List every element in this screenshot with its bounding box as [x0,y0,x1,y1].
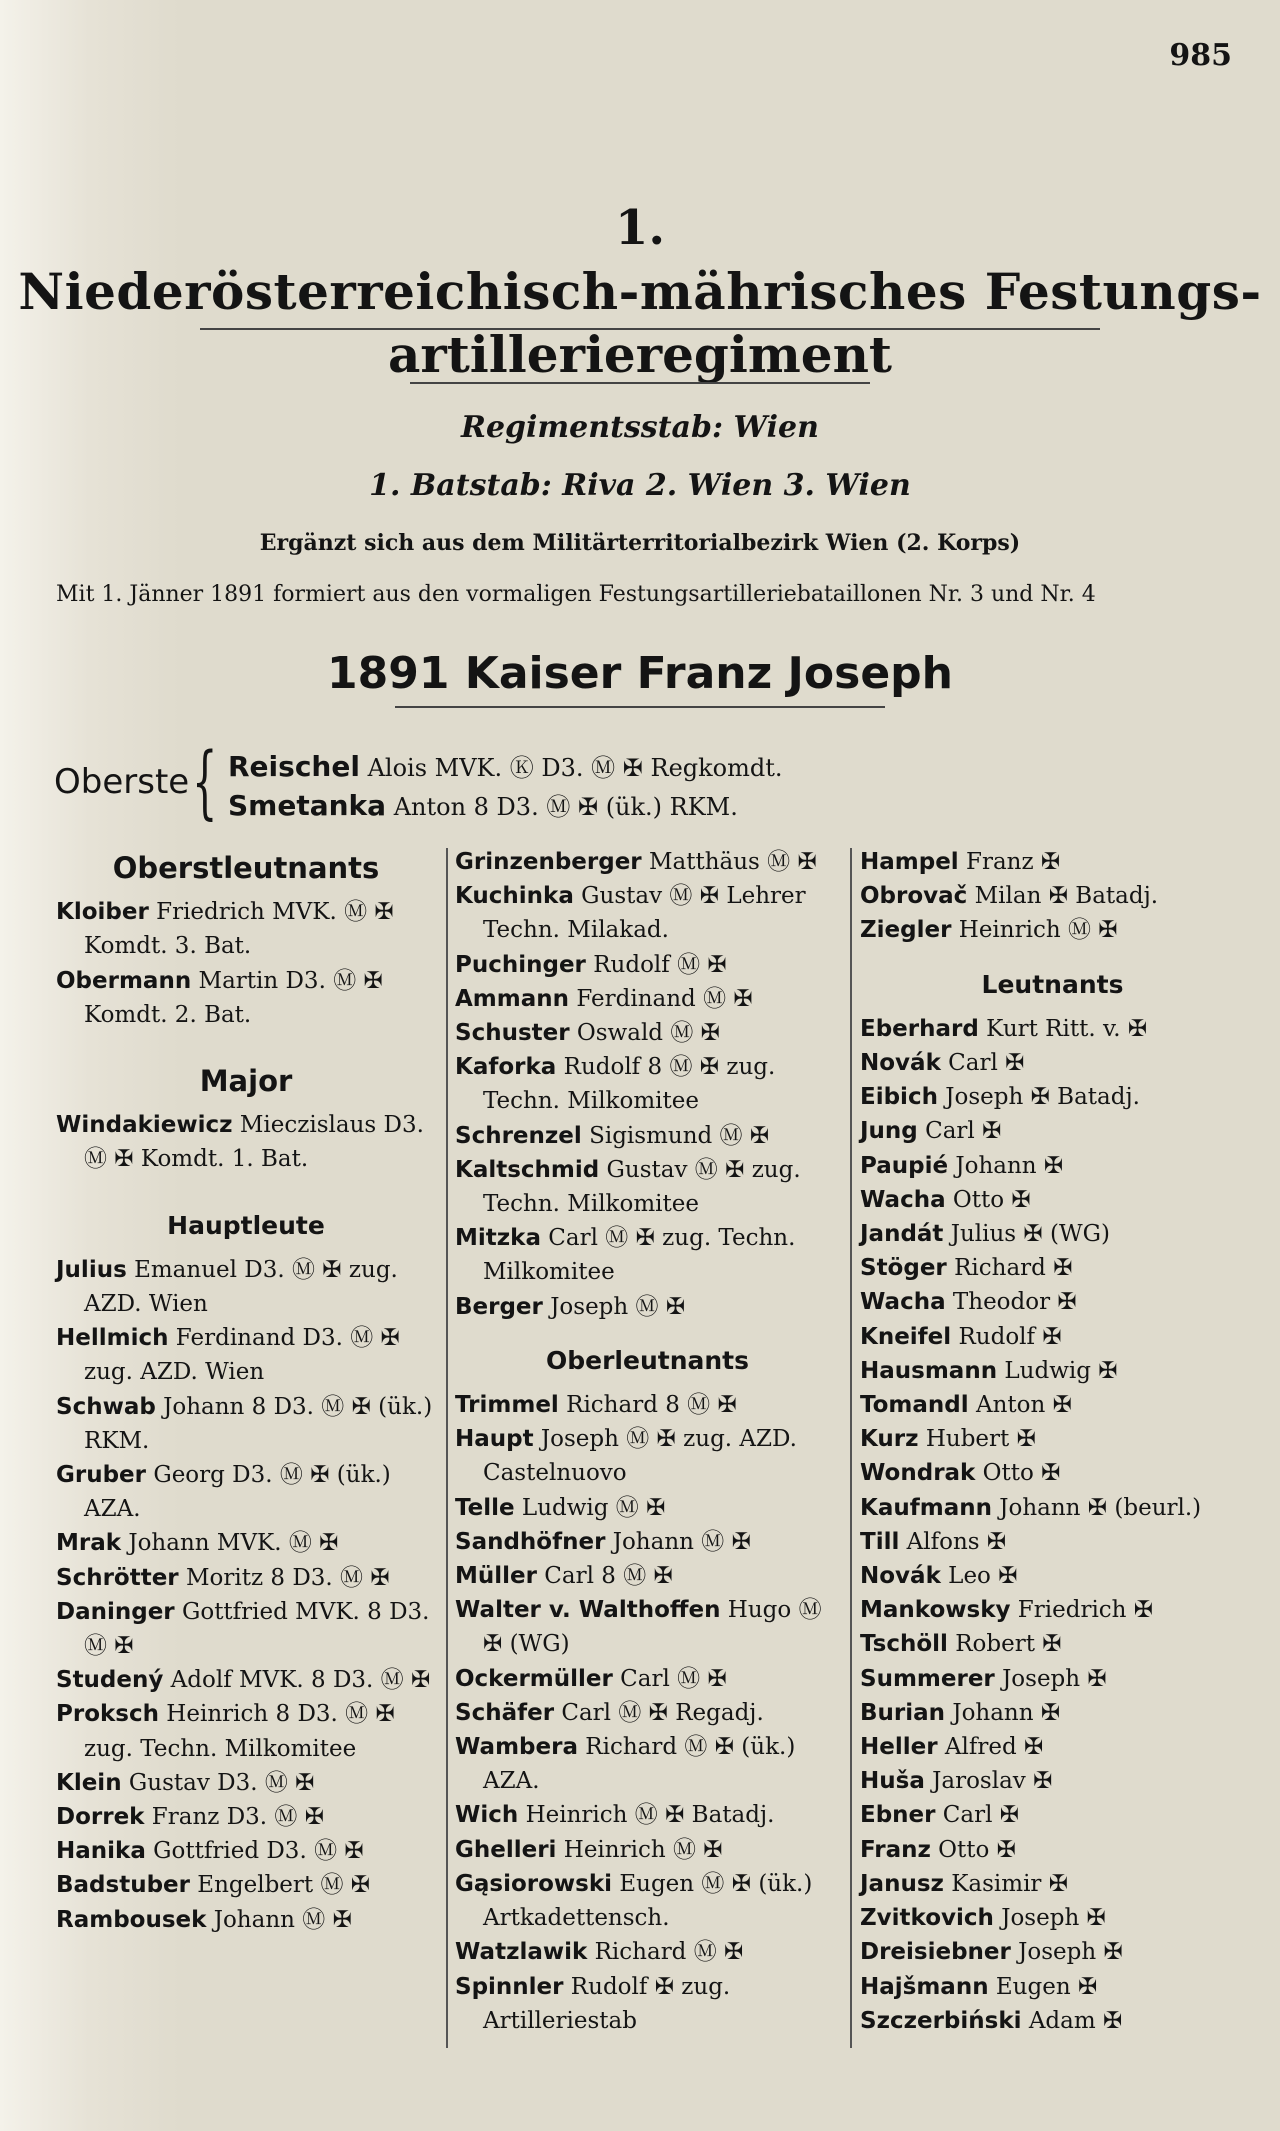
entry-name: Studený [56,1667,164,1694]
entry-details: Robert ✠ [947,1631,1062,1658]
list-item [860,1183,1245,1217]
entry-name: Badstuber [56,1872,190,1899]
column-3 [860,845,1245,2038]
entry-name: Paupié [860,1152,949,1179]
regiment-title-line1: Niederösterreichisch-mährisches Festungs- [18,262,1262,321]
heading-major: Major [199,1064,293,1099]
list-item [860,1456,1245,1490]
list-item [455,1798,840,1832]
entry-name: Mankowsky [860,1597,1011,1624]
entry-name: Janusz [860,1870,944,1897]
list-item [455,1016,840,1050]
list-item [455,1491,840,1525]
list-item [455,1730,840,1798]
entry-name: Walter v. Walthoffen [455,1597,721,1624]
entry-name: Wondrak [860,1460,976,1487]
entry-name: Berger [455,1293,543,1320]
oberste-list [228,748,783,826]
heading-hauptleute: Hauptleute [167,1210,325,1240]
entry-name: Haupt [455,1426,534,1453]
inhaber: 1891 Kaiser Franz Joseph [326,648,954,699]
list-item [860,1559,1245,1593]
entry-details: Theodor ✠ [945,1289,1077,1316]
entry-name: Kaforka [455,1054,557,1081]
list-item [860,879,1245,913]
list-item [455,845,840,879]
entry-details: Friedrich ✠ [1010,1597,1154,1624]
entry-name: Sandhöfner [455,1528,606,1555]
entry-name: Klein [56,1769,122,1796]
list-item [455,1662,840,1696]
entry-name: Heller [860,1734,938,1761]
oberst-entry [228,748,783,787]
entry-details: Ludwig Ⓜ ✠ [514,1494,666,1521]
title-rule-2 [410,382,870,384]
entry-name: Till [860,1528,900,1555]
entry-name: Ziegler [860,917,952,944]
list-item [455,1221,840,1289]
column-divider-2 [850,848,852,2048]
list-item [860,845,1245,879]
heading-leutnants: Leutnants [981,969,1124,999]
oberleutnants-list [455,1388,840,2038]
entry-details: Adam ✠ [1021,2007,1123,2034]
entry-details: Kurt Ritt. v. ✠ [978,1015,1148,1042]
entry-details: Eugen Ⓜ ✠ (ük.) Artkadettensch. [483,1870,813,1932]
entry-name: Kurz [860,1426,919,1453]
list-item [56,1108,436,1176]
entry-details: Engelbert Ⓜ ✠ [189,1872,371,1899]
entry-details: Joseph ✠ Batadj. [937,1084,1140,1111]
entry-name: Hampel [860,849,959,875]
entry-details: Carl ✠ [940,1050,1025,1077]
entry-name: Ockermüller [455,1665,613,1692]
entry-details: Richard Ⓜ ✠ (ük.) AZA. [483,1734,796,1795]
list-item [860,1422,1245,1456]
entry-details: Sigismund Ⓜ ✠ [581,1122,770,1149]
list-item [455,1593,840,1661]
brace: { [192,735,218,828]
oberst-entry [228,787,783,826]
oberste-label: Oberste [54,762,190,802]
list-item [860,1491,1245,1525]
entry-details: Carl Ⓜ ✠ [612,1665,727,1692]
entry-details: Joseph Ⓜ ✠ zug. AZD. Castelnuovo [483,1426,797,1487]
list-item [860,913,1245,947]
ergaenzung: Ergänzt sich aus dem Militärterritorialbezirk Wien (2. Korps) [259,530,1021,556]
entry-details: Carl ✠ [935,1802,1020,1829]
entry-details: Johann ✠ [945,1699,1061,1726]
list-item [860,1114,1245,1148]
list-item [860,1662,1245,1696]
entry-details: Gottfried D3. Ⓜ ✠ [145,1838,364,1865]
entry-name: Kloiber [56,899,149,926]
hauptleute-continued-list [455,845,840,1324]
entry-name: Szczerbiński [860,2007,1022,2034]
entry-details: Ferdinand Ⓜ ✠ [569,985,753,1012]
entry-details: Heinrich Ⓜ ✠ [951,917,1118,944]
heading-oberleutnants: Oberleutnants [545,1345,749,1375]
entry-details: Joseph ✠ [994,1665,1107,1692]
entry-name: Rambousek [56,1906,207,1933]
hauptleute-list [56,1253,436,1937]
entry-details: Jaroslav ✠ [924,1768,1053,1795]
entry-details: Johann MVK. Ⓜ ✠ [121,1530,339,1557]
list-item [56,1458,436,1526]
entry-details: Friedrich MVK. Ⓜ ✠ Komdt. 3. Bat. [84,899,394,960]
entry-name: Dorrek [56,1804,145,1831]
entry-name: Burian [860,1699,946,1726]
entry-details: Rudolf ✠ [951,1323,1062,1350]
heading-oberstleutnants: Oberstleutnants [112,851,380,885]
list-item [860,1730,1245,1764]
list-item [860,1901,1245,1935]
entry-name: Stöger [860,1255,947,1282]
entry-name: Novák [860,1563,941,1590]
formation-note: Mit 1. Jänner 1891 formiert aus den vormaligen Festungsartilleriebataillonen Nr. 3 und Nr. 4 [56,582,1096,607]
entry-details: Matthäus Ⓜ ✠ [641,849,817,875]
entry-name: Watzlawik [455,1939,588,1966]
entry-details: Alfred ✠ [937,1734,1044,1761]
entry-name: Ghelleri [455,1836,557,1863]
entry-details: Richard Ⓜ ✠ [587,1939,744,1966]
entry-name: Telle [455,1494,515,1521]
list-item [56,1663,436,1697]
entry-name: Smetanka [228,789,387,822]
entry-details: Carl 8 Ⓜ ✠ [536,1563,673,1590]
entry-name: Proksch [56,1701,159,1728]
inhaber-rule [395,706,885,708]
entry-name: Eberhard [860,1015,979,1042]
regiment-number: 1. [614,200,666,256]
entry-details: Ferdinand D3. Ⓜ ✠ zug. AZD. Wien [84,1325,400,1386]
entry-name: Grinzenberger [455,849,642,875]
entry-details: Julius ✠ (WG) [943,1221,1110,1248]
entry-name: Schwab [56,1393,156,1420]
entry-name: Kneifel [860,1323,952,1350]
entry-name: Ebner [860,1802,936,1829]
list-item [455,1867,840,1935]
entry-name: Zvitkovich [860,1905,994,1932]
list-item [455,1696,840,1730]
entry-name: Julius [56,1256,127,1283]
batstab: 1. Batstab: Riva 2. Wien 3. Wien [369,468,911,503]
entry-details: Eugen ✠ [988,1973,1098,2000]
list-item [455,1290,840,1324]
entry-details: Johann 8 D3. Ⓜ ✠ (ük.) RKM. [84,1393,433,1454]
entry-details: Anton 8 D3. Ⓜ ✠ (ük.) RKM. [386,793,738,821]
list-item [860,1970,1245,2004]
entry-details: Ludwig ✠ [997,1357,1118,1384]
list-item [860,1251,1245,1285]
list-item [455,948,840,982]
entry-details: Johann Ⓜ ✠ [605,1528,751,1555]
entry-name: Summerer [860,1665,995,1692]
list-item [860,1354,1245,1388]
entry-details: Joseph ✠ [993,1905,1106,1932]
entry-name: Hanika [56,1838,146,1865]
entry-name: Dreisiebner [860,1939,1011,1966]
entry-name: Tomandl [860,1392,969,1419]
entry-name: Franz [860,1836,931,1863]
entry-details: Carl Ⓜ ✠ Regadj. [554,1699,764,1726]
list-item [455,982,840,1016]
entry-name: Kuchinka [455,883,574,910]
list-item [860,1798,1245,1832]
list-item [455,879,840,947]
entry-name: Hajšmann [860,1973,989,2000]
list-item [860,1764,1245,1798]
column-1 [56,845,436,1937]
major-list [56,1108,436,1176]
entry-name: Novák [860,1050,941,1077]
entry-name: Wacha [860,1186,946,1213]
list-item [56,1766,436,1800]
entry-details: Milan ✠ Batadj. [967,883,1159,910]
entry-name: Reischel [228,750,360,783]
regimentsstab: Regimentsstab: Wien [461,410,819,445]
list-item [860,1080,1245,1114]
entry-details: Emanuel D3. Ⓜ ✠ zug. AZD. Wien [84,1256,398,1318]
entry-details: Johann ✠ (beurl.) [991,1494,1202,1521]
entry-details: Johann Ⓜ ✠ [206,1906,352,1933]
entry-details: Heinrich Ⓜ ✠ [556,1836,723,1863]
list-item [56,1903,436,1937]
list-item [860,1012,1245,1046]
list-item [56,1526,436,1560]
entry-name: Huša [860,1768,925,1795]
list-item [860,1833,1245,1867]
entry-details: Oswald Ⓜ ✠ [569,1020,720,1047]
list-item [56,1834,436,1868]
list-item [860,1627,1245,1661]
entry-details: Leo ✠ [940,1563,1018,1590]
list-item [455,1422,840,1490]
entry-details: Johann ✠ [948,1152,1064,1179]
entry-name: Tschöll [860,1631,948,1658]
entry-details: Heinrich 8 D3. Ⓜ ✠ zug. Techn. Milkomitee [84,1701,395,1762]
entry-details: Hubert ✠ [918,1426,1036,1453]
list-item [56,1561,436,1595]
entry-name: Obermann [56,967,192,994]
list-item [860,1217,1245,1251]
list-item [860,1867,1245,1901]
list-item [455,1388,840,1422]
entry-details: Carl ✠ [917,1118,1002,1145]
entry-details: Otto ✠ [945,1186,1031,1213]
entry-name: Gruber [56,1462,147,1489]
entry-name: Spinnler [455,1973,564,2000]
column-divider-1 [446,848,448,2048]
entry-name: Mitzka [455,1225,541,1252]
list-item [455,1559,840,1593]
entry-details: Martin D3. Ⓜ ✠ Komdt. 2. Bat. [84,967,383,1028]
list-item [860,1149,1245,1183]
list-item [860,1320,1245,1354]
list-item [860,2004,1245,2038]
list-item [860,1935,1245,1969]
list-item [56,895,436,963]
entry-details: Franz D3. Ⓜ ✠ [144,1804,324,1831]
page-number: 985 [1169,38,1232,73]
entry-name: Schuster [455,1020,570,1047]
entry-name: Schäfer [455,1699,555,1726]
entry-details: Joseph ✠ [1010,1939,1123,1966]
entry-details: Gustav Ⓜ ✠ zug. Techn. Milkomitee [483,1156,801,1218]
list-item [860,1285,1245,1319]
entry-name: Puchinger [455,951,586,978]
list-item [56,1595,436,1663]
entry-name: Obrovač [860,883,968,910]
entry-name: Jung [860,1118,918,1145]
entry-details: Adolf MVK. 8 D3. Ⓜ ✠ [163,1667,431,1694]
list-item [56,1868,436,1902]
list-item [56,1390,436,1458]
list-item [56,1321,436,1389]
entry-details: Otto ✠ [930,1836,1016,1863]
entry-name: Wacha [860,1289,946,1316]
list-item [455,1050,840,1118]
entry-details: Alfons ✠ [899,1528,1007,1555]
entry-details: Rudolf ✠ zug. Artilleriestab [483,1973,731,2034]
leutnants-list [860,1012,1245,2038]
list-item [860,1525,1245,1559]
entry-details: Rudolf 8 Ⓜ ✠ zug. Techn. Milkomitee [483,1054,776,1115]
entry-details: Heinrich Ⓜ ✠ Batadj. [518,1802,775,1829]
entry-details: Hugo Ⓜ ✠ (WG) [483,1597,822,1658]
oberstleutnants-list [56,895,436,1032]
entry-details: Gustav D3. Ⓜ ✠ [121,1769,315,1796]
entry-details: Kasimir ✠ [943,1870,1069,1897]
entry-details: Moritz 8 D3. Ⓜ ✠ [178,1564,390,1591]
entry-name: Jandát [860,1221,944,1248]
list-item [860,1046,1245,1080]
entry-details: Mieczislaus D3. Ⓜ ✠ Komdt. 1. Bat. [84,1112,424,1173]
list-item [455,1119,840,1153]
entry-details: Richard 8 Ⓜ ✠ [558,1392,737,1419]
entry-name: Wich [455,1802,519,1829]
list-item [56,1800,436,1834]
entry-details: Georg D3. Ⓜ ✠ (ük.) AZA. [84,1462,391,1523]
entry-name: Eibich [860,1084,938,1111]
list-item [860,1696,1245,1730]
entry-details: Rudolf Ⓜ ✠ [585,951,727,978]
entry-name: Ammann [455,985,570,1012]
entry-name: Mrak [56,1530,122,1557]
entry-details: Richard ✠ [946,1255,1073,1282]
list-item [56,1253,436,1321]
entry-details: Franz ✠ [958,849,1061,875]
entry-name: Schrenzel [455,1122,582,1149]
column-2 [455,845,840,2038]
list-item [860,1388,1245,1422]
regiment-title-line2: artillerieregiment [387,325,893,384]
list-item [455,1833,840,1867]
list-item [455,1935,840,1969]
entry-name: Müller [455,1563,537,1590]
list-item [455,1153,840,1221]
entry-name: Wambera [455,1734,578,1761]
entry-name: Hellmich [56,1325,169,1352]
list-item [860,1593,1245,1627]
entry-details: Gottfried MVK. 8 D3. Ⓜ ✠ [84,1598,430,1660]
entry-details: Carl Ⓜ ✠ zug. Techn. Milkomitee [483,1225,796,1286]
entry-details: Gustav Ⓜ ✠ Lehrer Techn. Milakad. [483,883,806,944]
entry-name: Windakiewicz [56,1112,233,1139]
entry-details: Joseph Ⓜ ✠ [542,1293,686,1320]
list-item [56,1697,436,1765]
list-item [455,1525,840,1559]
entry-name: Kaufmann [860,1494,992,1521]
entry-details: Anton ✠ [968,1392,1072,1419]
entry-details: Alois MVK. Ⓚ D3. Ⓜ ✠ Regkomdt. [359,754,783,782]
entry-name: Trimmel [455,1392,559,1419]
entry-name: Hausmann [860,1357,998,1384]
list-item [455,1970,840,2038]
entry-details: Otto ✠ [975,1460,1061,1487]
entry-name: Schrötter [56,1564,179,1591]
entry-name: Daninger [56,1598,175,1625]
entry-name: Gąsiorowski [455,1870,613,1897]
entry-name: Kaltschmid [455,1156,600,1183]
list-item [56,964,436,1032]
oberleutnants-continued-list [860,845,1245,948]
